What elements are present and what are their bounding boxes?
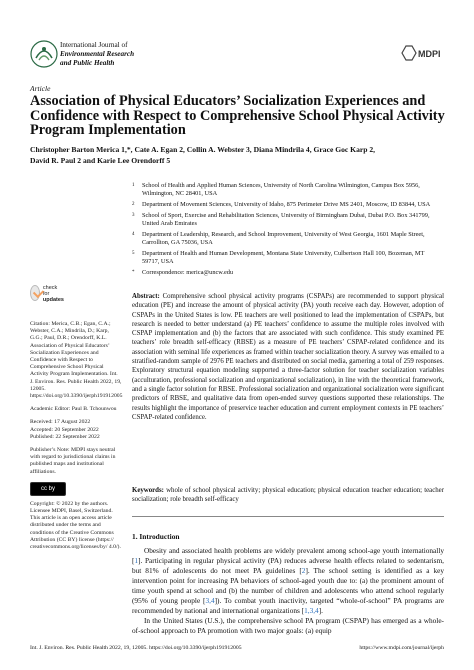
received-date: Received: 17 August 2022 bbox=[30, 419, 91, 426]
journal-name: International Journal of Environmental Research and Public Health bbox=[60, 41, 135, 67]
affiliation-1: 1 School of Health and Applied Human Sciences, University of North Carolina Wilmington, Campus Box 5956, Wilmington, NC 28401, USA bbox=[132, 182, 420, 197]
mdpi-logo-icon bbox=[400, 44, 444, 62]
check-for-updates-button[interactable]: check for updates bbox=[30, 285, 64, 315]
introduction-body bbox=[132, 546, 444, 636]
article-type: Article bbox=[30, 84, 51, 93]
abstract-text: Comprehensive school physical activity programs (CSPAPs) are recommended to support physical education (PE) and increase the amount of physical activity (PA) youth receive each day. However, adoption of CSPAPs in the United States is low. PE teachers are well positioned to lead the implementation of CSPAPs, but research is needed to better understand (a) PE teachers’ confidence to assume the multiple roles involved with CSPAP implementation and (b) the factors that are associated with such confidence. This study examined PE teachers’ role breadth self-efficacy (RBSE) as a measure of PE teachers’ CSPAP-related confidence and its association with seminal life experiences as framed within teacher socialization theory. A survey was emailed to a stratified-random sample of 2976 PE teachers and distributed on social media, garnering a total of 259 responses. Exploratory structural equation modeling supported a three-factor solution for teacher socialization variables (acculturation, professional socialization and organizational socialization), in line with the theoretical framework, and a single factor solution for RBSE. Professional socialization and organizational socialization were significant predictors of RBSE, and qualitative data from open-ended survey questions supported these relationships. The results highlight the importance of preservice teacher education and current employment contexts in PE teachers’ CSPAP-related confidence. bbox=[132, 293, 444, 421]
intro-paragraph-2: In the United States (U.S.), the comprehensive school PA program (CSPAP) has emerged as a whole-of-school approach to PA promotion with two major goals: (a) equip bbox=[132, 616, 444, 635]
abstract-label: Abstract: bbox=[132, 293, 160, 300]
correspondence: * Correspondence: merica@uncw.edu bbox=[132, 269, 234, 276]
journal-logo-icon bbox=[30, 40, 58, 68]
keywords-text: whole of school physical activity; physical education; physical education teacher education; teacher socialization; role breadth self-efficacy bbox=[132, 487, 444, 504]
keywords-label: Keywords: bbox=[132, 487, 164, 494]
article-title: Association of Physical Educators’ Socialization Experiences and Confidence with Respect to Comprehensive School Physical Activity Program Implementation bbox=[30, 93, 445, 139]
keywords bbox=[132, 486, 444, 505]
citation-link[interactable]: 1,3,4 bbox=[304, 606, 319, 615]
publisher-note: Publisher’s Note: MDPI stays neutral with regard to jurisdictional claims in published maps and institutional affiliations. bbox=[30, 447, 116, 475]
affiliation-4: 4 Department of Leadership, Research, and School Improvement, University of West Georgia, 1601 Maple Street, Carrollton, GA 75036, USA bbox=[132, 231, 425, 246]
left-sidebar bbox=[30, 285, 122, 551]
citation-note: Citation: Merica, C.B.; Egan, C.A.; Webster, C.A.; Mindrila, D.; Karp, G.G.; Paul, D.R.; Orendorff, K.L. Association of Physical Educators’ Socialization Experiences and Confidence with Respect to Comprehensive School Physical Activity Program Implementation. Int. J. Environ. Res. Public Health 2022, 19, 12005. https://doi.org/10.3390/ijerph191912005 bbox=[30, 321, 123, 400]
published-date: Published: 22 September 2022 bbox=[30, 433, 100, 440]
copyright-note: Copyright: © 2022 by the authors. Licensee MDPI, Basel, Switzerland. This article is an open access article distributed under the terms and conditions of the Creative Commons Attribution (CC BY) license (https:// creativecommons.org/licenses/by/ 4.0/). bbox=[30, 500, 121, 551]
section-title-introduction: 1. Introduction bbox=[132, 532, 180, 541]
citation-link[interactable]: 2 bbox=[301, 566, 306, 575]
footer-citation: Int. J. Environ. Res. Public Health 2022, 19, 12005. https://doi.org/10.3390/ijerph191912005 bbox=[30, 645, 242, 651]
academic-editor: Academic Editor: Paul B. Tchounwou bbox=[30, 406, 117, 413]
affiliation-5: 5 Department of Health and Human Development, Montana State University, Culbertson Hall 100, Bozeman, MT 59717, USA bbox=[132, 250, 425, 265]
accepted-date: Accepted: 20 September 2022 bbox=[30, 426, 99, 433]
cc-by-license-icon[interactable]: cc by bbox=[30, 482, 66, 496]
author-list bbox=[30, 144, 450, 166]
citation-link[interactable]: 3,4 bbox=[205, 596, 215, 605]
intro-paragraph-1: Obesity and associated health problems are widely prevalent among school-age youth internationally [1]. Participating in regular physical activity (PA) reduces adverse health effects related to sedentarism, but 81% of adolescents do not meet PA guidelines [2]. The school setting is identified as a key intervention point for increasing PA behaviors of school-aged youth due to: (a) the prominent amount of time youth spend at school and (b) the number of children and adolescents who attend school regularly (95% of young people [3,4]). To combat youth inactivity, targeted “whole-of-school” PA programs are recommended by national and international organizations [1,3,4]. bbox=[132, 546, 444, 615]
author-line-1: Christopher Barton Merica 1,*, Cate A. Egan 2, Collin A. Webster 3, Diana Mindrila 4, Grace Goc Karp 2, bbox=[30, 145, 376, 154]
section-divider bbox=[132, 516, 444, 517]
author-line-2: David R. Paul 2 and Karie Lee Orendorff 5 bbox=[30, 156, 171, 165]
check-updates-icon bbox=[30, 285, 40, 301]
affiliation-3: 3 School of Sport, Exercise and Rehabilitation Sciences, University of Birmingham Dubai, Dubai P.O. Box 341799, United Arab Emirates bbox=[132, 212, 430, 227]
citation-link[interactable]: 1 bbox=[134, 556, 139, 565]
affiliation-2: 2 Department of Movement Sciences, University of Idaho, 875 Perimeter Drive MS 2401, Moscow, ID 83844, USA bbox=[132, 201, 431, 208]
footer-journal-link[interactable]: https://www.mdpi.com/journal/ijerph bbox=[359, 645, 444, 651]
abstract bbox=[132, 292, 444, 422]
affiliations bbox=[132, 182, 432, 277]
mdpi-logo-text: MDPI bbox=[418, 49, 441, 59]
